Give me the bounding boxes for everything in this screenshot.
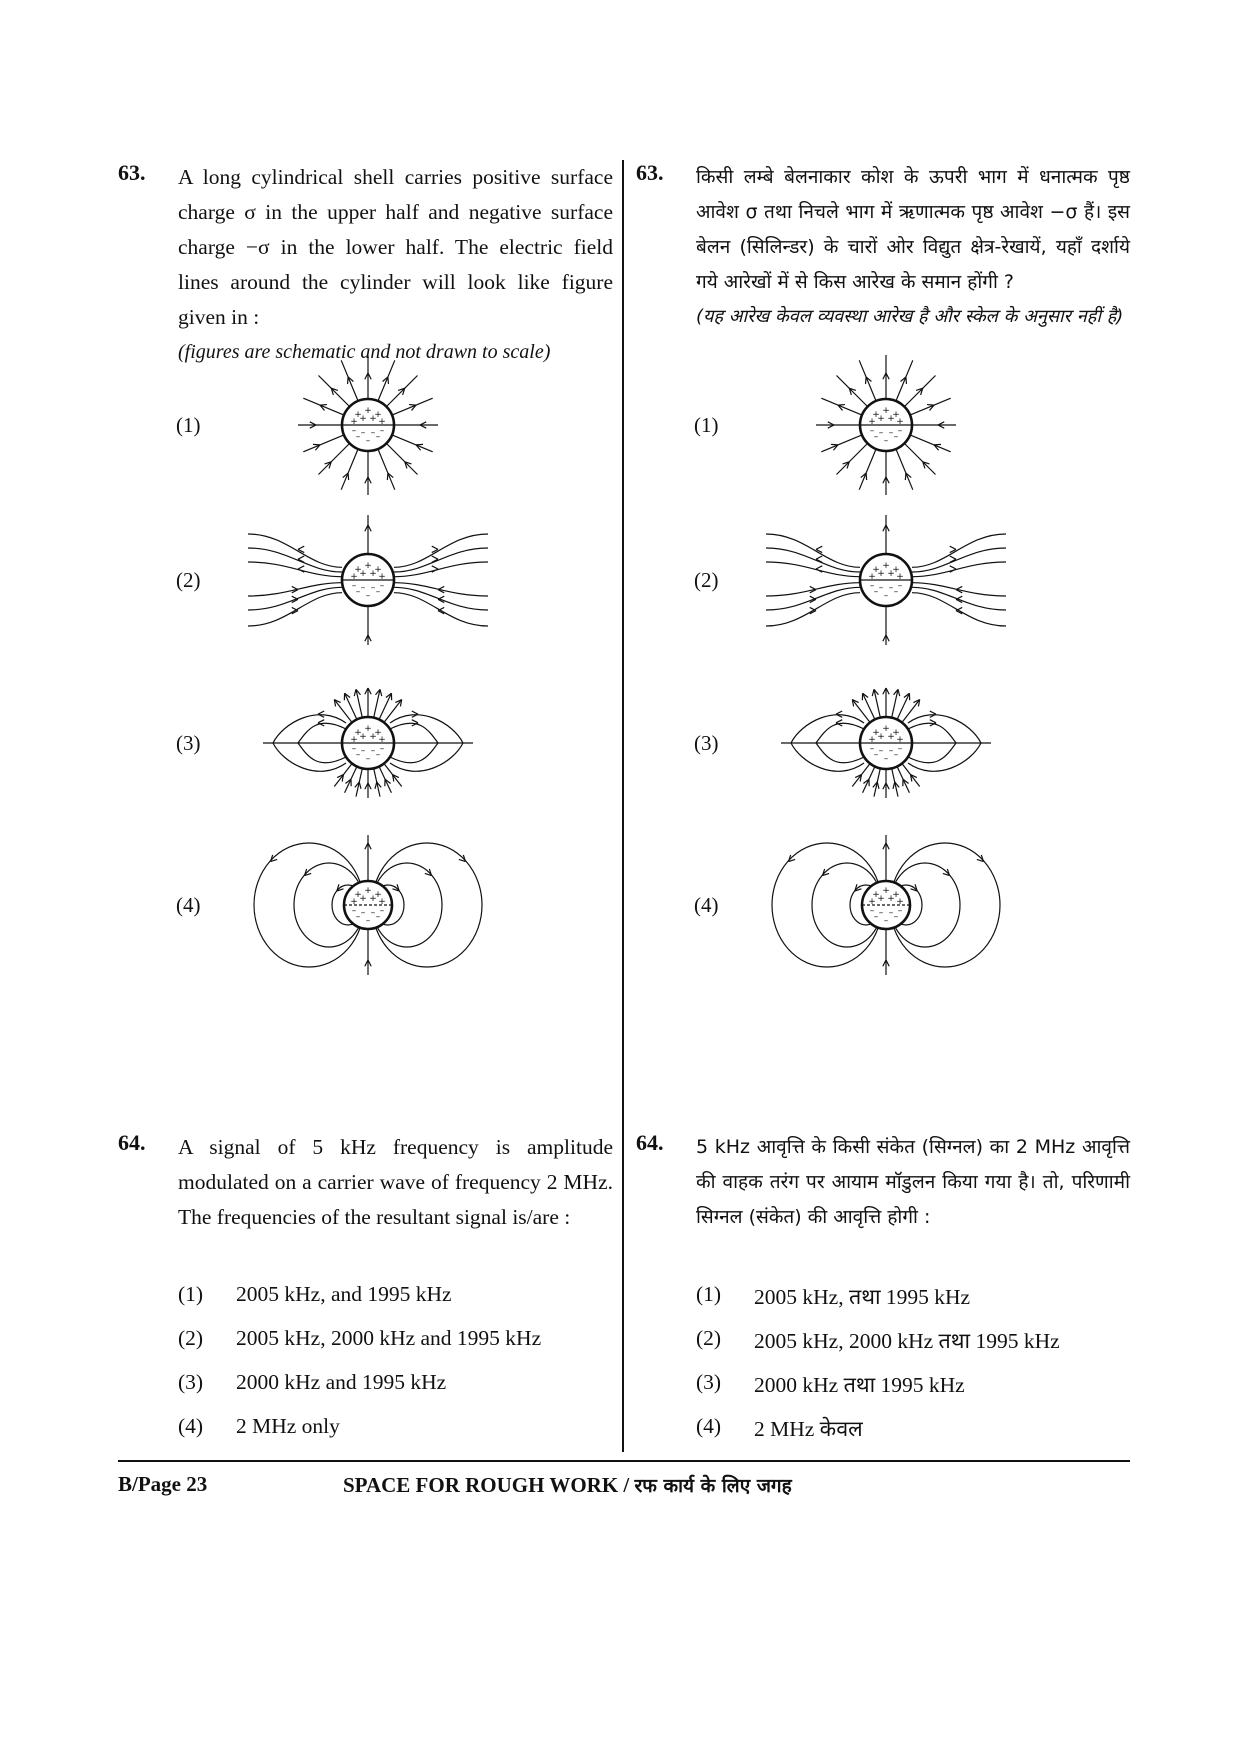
svg-text:+: +: [350, 572, 358, 582]
dipole-lobes-diagram: [766, 668, 1006, 818]
option-label: (2): [178, 1326, 204, 1350]
svg-text:+: +: [369, 569, 377, 579]
svg-text:–: –: [360, 746, 366, 756]
question-text: 5 kHz आवृत्ति के किसी संकेत (सिग्नल) का 2 MHz आवृत्ति की वाहक तरंग पर आयाम मॉडुलन किया गया है। तो, परिणामी सिग्नल (संकेत) की आवृत्ति होगी :: [696, 1136, 1130, 1228]
dipole-lobes-diagram: [248, 668, 488, 818]
svg-text:–: –: [375, 912, 381, 922]
option-text: 2005 kHz, 2000 kHz and 1995 kHz: [236, 1326, 542, 1350]
circular-loops-diagram: [248, 830, 488, 980]
svg-text:+: +: [364, 886, 372, 896]
svg-text:+: +: [350, 735, 358, 745]
option-3[interactable]: [118, 1370, 613, 1414]
svg-text:+: +: [872, 890, 880, 900]
option-text: 2000 kHz and 1995 kHz: [236, 1370, 447, 1394]
svg-text:–: –: [360, 428, 366, 438]
option-2[interactable]: [118, 1326, 613, 1370]
rough-work-hindi: रफ कार्य के लिए जगह: [634, 1475, 792, 1497]
question-number: 63.: [118, 160, 146, 185]
q63-option-1[interactable]: [118, 350, 598, 500]
svg-text:–: –: [379, 744, 385, 754]
column-divider: [622, 160, 624, 1452]
svg-text:–: –: [893, 750, 899, 760]
svg-text:+: +: [369, 414, 377, 424]
question-text: किसी लम्बे बेलनाकार कोश के ऊपरी भाग में धनात्मक पृष्ठ आवेश σ तथा निचले भाग में ऋणात्मक पृष्ठ आवेश −σ हैं। इस बेलन (सिलिन्डर) के चारों ओर विद्युत क्षेत्र-रेखायें, यहाँ दर्शाये गये आरेखों में से किस आरेख के समान होंगी ?: [696, 166, 1130, 293]
option-4[interactable]: [636, 1414, 1130, 1458]
question-text: A long cylindrical shell carries positive surface charge σ in the upper half and negative surface charge −σ in the lower half. The electric field lines around the cylinder will look like figure given in :: [178, 165, 613, 329]
svg-text:–: –: [888, 583, 894, 593]
svg-text:–: –: [878, 583, 884, 593]
svg-text:–: –: [873, 587, 879, 597]
question-note: (यह आरेख केवल व्यवस्था आरेख है और स्केल के अनुसार नहीं है): [696, 306, 1124, 327]
svg-text:–: –: [365, 591, 371, 601]
option-text: 2 MHz केवल: [754, 1417, 863, 1441]
svg-text:–: –: [897, 426, 903, 436]
svg-text:+: +: [892, 728, 900, 738]
svg-text:+: +: [354, 890, 362, 900]
svg-text:+: +: [374, 728, 382, 738]
option-label: (3): [176, 731, 201, 755]
option-text: 2005 kHz, तथा 1995 kHz: [754, 1285, 971, 1309]
svg-text:–: –: [365, 916, 371, 926]
svg-text:–: –: [355, 587, 361, 597]
svg-text:+: +: [872, 410, 880, 420]
svg-text:+: +: [896, 417, 904, 427]
svg-text:–: –: [370, 583, 376, 593]
svg-text:+: +: [882, 886, 890, 896]
svg-text:+: +: [882, 406, 890, 416]
option-text: 2005 kHz, 2000 kHz तथा 1995 kHz: [754, 1329, 1060, 1353]
svg-text:–: –: [351, 426, 357, 436]
option-label: (1): [176, 413, 201, 437]
svg-text:+: +: [369, 894, 377, 904]
svg-text:–: –: [351, 744, 357, 754]
svg-text:+: +: [896, 572, 904, 582]
footer-rule: [118, 1460, 1130, 1462]
svg-text:+: +: [378, 897, 386, 907]
option-4[interactable]: [118, 1414, 613, 1458]
hindi-column: [636, 160, 1130, 334]
option-label: (4): [696, 1414, 722, 1438]
q64-options-english: [118, 1282, 613, 1458]
svg-text:+: +: [369, 732, 377, 742]
svg-text:+: +: [354, 410, 362, 420]
horizontal-field-lines-diagram: [248, 505, 488, 655]
svg-text:–: –: [893, 912, 899, 922]
svg-text:+: +: [359, 732, 367, 742]
question-text: A signal of 5 kHz frequency is amplitude modulated on a carrier wave of frequency 2 MHz. The frequencies of the resultant signal is/are :: [178, 1135, 613, 1229]
svg-text:–: –: [351, 906, 357, 916]
svg-text:–: –: [893, 432, 899, 442]
question-64-english: [118, 1130, 613, 1235]
svg-text:–: –: [888, 908, 894, 918]
svg-text:+: +: [350, 417, 358, 427]
svg-text:+: +: [359, 894, 367, 904]
svg-text:–: –: [883, 591, 889, 601]
svg-text:+: +: [882, 561, 890, 571]
svg-text:+: +: [868, 572, 876, 582]
svg-text:–: –: [873, 750, 879, 760]
question-note: (figures are schematic and not drawn to scale): [178, 341, 551, 363]
svg-text:–: –: [878, 908, 884, 918]
svg-text:+: +: [350, 897, 358, 907]
option-text: 2000 kHz तथा 1995 kHz: [754, 1373, 965, 1397]
q63-option-4[interactable]: [636, 830, 1116, 980]
svg-text:–: –: [379, 906, 385, 916]
svg-text:–: –: [375, 432, 381, 442]
svg-text:+: +: [378, 572, 386, 582]
svg-text:–: –: [379, 426, 385, 436]
svg-text:–: –: [878, 428, 884, 438]
option-2[interactable]: [636, 1326, 1130, 1370]
svg-text:+: +: [378, 735, 386, 745]
horizontal-field-lines-diagram: [766, 505, 1006, 655]
svg-text:+: +: [374, 890, 382, 900]
question-number: 64.: [118, 1130, 146, 1155]
option-text: 2005 kHz, and 1995 kHz: [236, 1282, 452, 1306]
rough-work-english: SPACE FOR ROUGH WORK /: [343, 1473, 630, 1497]
svg-text:+: +: [872, 565, 880, 575]
svg-text:+: +: [872, 728, 880, 738]
svg-text:+: +: [887, 894, 895, 904]
svg-text:+: +: [877, 894, 885, 904]
svg-text:+: +: [354, 565, 362, 575]
svg-text:–: –: [883, 916, 889, 926]
question-number: 64.: [636, 1130, 664, 1155]
svg-text:–: –: [878, 746, 884, 756]
page-number: B/Page 23: [118, 1472, 208, 1496]
svg-text:–: –: [360, 583, 366, 593]
question-63-hindi: [636, 160, 1130, 334]
svg-text:+: +: [887, 414, 895, 424]
svg-text:–: –: [897, 906, 903, 916]
option-label: (3): [696, 1370, 722, 1394]
option-1[interactable]: [118, 1282, 613, 1326]
option-label: (2): [696, 1326, 722, 1350]
svg-text:+: +: [877, 569, 885, 579]
q63-option-2[interactable]: [118, 505, 598, 655]
svg-text:+: +: [892, 410, 900, 420]
svg-text:+: +: [359, 569, 367, 579]
svg-text:–: –: [888, 428, 894, 438]
svg-text:+: +: [868, 735, 876, 745]
question-64-hindi: [636, 1130, 1130, 1235]
svg-text:+: +: [359, 414, 367, 424]
q63-option-1[interactable]: [636, 350, 1116, 500]
option-label: (3): [178, 1370, 204, 1394]
q63-option-4[interactable]: [118, 830, 598, 980]
svg-text:–: –: [370, 908, 376, 918]
svg-text:–: –: [883, 436, 889, 446]
svg-text:+: +: [896, 897, 904, 907]
svg-text:–: –: [869, 906, 875, 916]
svg-text:–: –: [379, 581, 385, 591]
svg-text:–: –: [365, 436, 371, 446]
svg-text:+: +: [364, 561, 372, 571]
svg-text:–: –: [370, 746, 376, 756]
question-number: 63.: [636, 160, 664, 185]
svg-text:–: –: [897, 581, 903, 591]
svg-text:–: –: [883, 754, 889, 764]
radial-field-lines-diagram: [766, 350, 1006, 500]
svg-text:–: –: [351, 581, 357, 591]
q63-option-3[interactable]: [118, 668, 598, 818]
rough-work-label: [343, 1472, 792, 1498]
svg-text:–: –: [360, 908, 366, 918]
svg-text:–: –: [897, 744, 903, 754]
svg-text:+: +: [374, 410, 382, 420]
svg-text:–: –: [893, 587, 899, 597]
svg-text:+: +: [877, 732, 885, 742]
svg-text:+: +: [882, 724, 890, 734]
svg-text:+: +: [364, 406, 372, 416]
svg-text:+: +: [892, 565, 900, 575]
svg-text:+: +: [868, 897, 876, 907]
option-1[interactable]: [636, 1282, 1130, 1326]
option-label: (4): [694, 893, 719, 917]
svg-text:+: +: [896, 735, 904, 745]
option-3[interactable]: [636, 1370, 1130, 1414]
option-label: (4): [178, 1414, 204, 1438]
q63-option-3[interactable]: [636, 668, 1116, 818]
svg-text:–: –: [355, 432, 361, 442]
svg-text:–: –: [869, 581, 875, 591]
option-label: (2): [694, 568, 719, 592]
english-column: [118, 160, 613, 369]
svg-text:+: +: [887, 732, 895, 742]
svg-text:+: +: [378, 417, 386, 427]
svg-text:+: +: [892, 890, 900, 900]
svg-text:+: +: [374, 565, 382, 575]
question-63-english: [118, 160, 613, 369]
svg-text:–: –: [869, 426, 875, 436]
svg-text:+: +: [877, 414, 885, 424]
svg-text:–: –: [873, 912, 879, 922]
circular-loops-diagram: [766, 830, 1006, 980]
option-label: (1): [696, 1282, 722, 1306]
svg-text:–: –: [355, 750, 361, 760]
svg-text:–: –: [365, 754, 371, 764]
svg-text:+: +: [364, 724, 372, 734]
svg-text:+: +: [354, 728, 362, 738]
option-label: (4): [176, 893, 201, 917]
option-label: (1): [694, 413, 719, 437]
svg-text:–: –: [375, 750, 381, 760]
svg-text:–: –: [888, 746, 894, 756]
svg-text:–: –: [873, 432, 879, 442]
svg-text:–: –: [869, 744, 875, 754]
option-label: (3): [694, 731, 719, 755]
svg-text:+: +: [868, 417, 876, 427]
q63-option-2[interactable]: [636, 505, 1116, 655]
option-text: 2 MHz only: [236, 1414, 340, 1438]
q64-options-hindi: [636, 1282, 1130, 1458]
svg-text:–: –: [370, 428, 376, 438]
svg-text:–: –: [355, 912, 361, 922]
radial-field-lines-diagram: [248, 350, 488, 500]
option-label: (1): [178, 1282, 204, 1306]
option-label: (2): [176, 568, 201, 592]
svg-text:+: +: [887, 569, 895, 579]
svg-text:–: –: [375, 587, 381, 597]
